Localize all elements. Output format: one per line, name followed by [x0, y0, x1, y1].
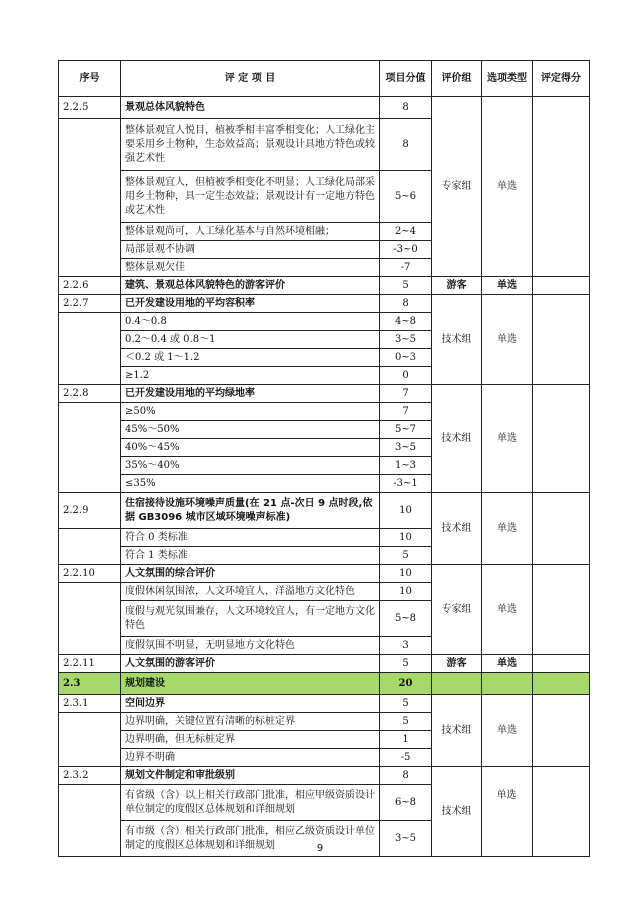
- row-item: 40%～45%: [121, 439, 380, 457]
- table-row: [59, 767, 590, 785]
- row-result: [533, 277, 590, 295]
- row-score: 7: [380, 403, 432, 421]
- row-item: 空间边界: [121, 695, 380, 713]
- row-code: 2.3: [59, 673, 121, 695]
- row-group: 技术组: [432, 695, 482, 767]
- section-row: [59, 673, 590, 695]
- header-type: 选项类型: [482, 61, 533, 97]
- row-item: 边界不明确: [121, 749, 380, 767]
- row-code-empty: [59, 713, 121, 767]
- row-score: 8: [380, 119, 432, 171]
- header-group: 评价组: [432, 61, 482, 97]
- row-score: 2~4: [380, 223, 432, 241]
- row-item: 整体景观欠佳: [121, 259, 380, 277]
- row-type: 单选: [482, 385, 533, 493]
- row-type: 单选: [482, 295, 533, 385]
- row-score: 3: [380, 637, 432, 655]
- row-item: 整体景观宜人，但植被季相变化不明显；人工绿化局部采用乡土物种，具一定生态效益；景观设计有一定地方特色或艺术性: [121, 171, 380, 223]
- row-item: 35%～40%: [121, 457, 380, 475]
- row-score: 1~3: [380, 457, 432, 475]
- row-score: 5: [380, 655, 432, 673]
- row-item: 符合 1 类标准: [121, 547, 380, 565]
- row-item: ≤35%: [121, 475, 380, 493]
- row-result: [533, 565, 590, 655]
- row-result: [533, 695, 590, 767]
- row-code: 2.3.2: [59, 767, 121, 785]
- table-row: [59, 655, 590, 673]
- row-item: 已开发建设用地的平均容积率: [121, 295, 380, 313]
- row-type: 单选: [482, 493, 533, 565]
- row-item: 建筑、景观总体风貌特色的游客评价: [121, 277, 380, 295]
- row-score: -3~0: [380, 241, 432, 259]
- row-score: 5~7: [380, 421, 432, 439]
- row-item: 整体景观宜人悦目，植被季相丰富季相变化；人工绿化主要采用乡土物种，生态效益高；景观设计具地方特色或较强艺术性: [121, 119, 380, 171]
- row-result: [533, 655, 590, 673]
- row-group: 游客: [432, 277, 482, 295]
- row-score: 6~8: [380, 785, 432, 821]
- row-score: 10: [380, 583, 432, 601]
- table-row: [59, 385, 590, 403]
- row-score: 5~8: [380, 601, 432, 637]
- row-item: 0.4～0.8: [121, 313, 380, 331]
- row-type: 单选: [482, 277, 533, 295]
- row-item: 人文氛围的综合评价: [121, 565, 380, 583]
- table-row: [59, 493, 590, 529]
- table-row: [59, 97, 590, 119]
- row-score: 3~5: [380, 331, 432, 349]
- row-score: 1: [380, 731, 432, 749]
- row-group: 游客: [432, 655, 482, 673]
- row-item: ＜0.2 或 1～1.2: [121, 349, 380, 367]
- row-type: 单选: [482, 565, 533, 655]
- row-result: [533, 493, 590, 565]
- row-item: 0.2～0.4 或 0.8～1: [121, 331, 380, 349]
- table-row: [59, 695, 590, 713]
- row-item: 度假休闲氛围浓，人文环境宜人，洋溢地方文化特色: [121, 583, 380, 601]
- row-item: 度假与观光氛围兼存，人文环境较宜人，有一定地方文化特色: [121, 601, 380, 637]
- header-item: 评 定 项 目: [121, 61, 380, 97]
- row-score: 5~6: [380, 171, 432, 223]
- row-item: 边界明确，关键位置有清晰的标桩定界: [121, 713, 380, 731]
- row-score: 4~8: [380, 313, 432, 331]
- row-type: 单选: [482, 695, 533, 767]
- row-score: 8: [380, 97, 432, 119]
- row-result: [533, 385, 590, 493]
- header-code: 序号: [59, 61, 121, 97]
- row-group: 技术组: [432, 493, 482, 565]
- row-item: ≥50%: [121, 403, 380, 421]
- row-score: -3~1: [380, 475, 432, 493]
- row-score: 7: [380, 385, 432, 403]
- table-row: [59, 277, 590, 295]
- row-score: 3~5: [380, 439, 432, 457]
- row-score: 10: [380, 493, 432, 529]
- row-item: 整体景观尚可，人工绿化基本与自然环境相融；: [121, 223, 380, 241]
- table-row: [59, 565, 590, 583]
- row-code: 2.2.9: [59, 493, 121, 529]
- row-item: 边界明确，但无标桩定界: [121, 731, 380, 749]
- evaluation-table: [58, 60, 590, 857]
- row-score: 5: [380, 695, 432, 713]
- row-group: [432, 673, 482, 695]
- row-type: 单选: [482, 655, 533, 673]
- table-row: [59, 295, 590, 313]
- row-group: 专家组: [432, 97, 482, 277]
- row-score: 10: [380, 565, 432, 583]
- row-code: 2.2.8: [59, 385, 121, 403]
- header-result: 评定得分: [533, 61, 590, 97]
- header-score: 项目分值: [380, 61, 432, 97]
- row-item: 有市级（含）相关行政部门批准，相应乙级资质设计单位制定的度假区总体规划和详细规划: [121, 821, 380, 857]
- row-group: 专家组: [432, 565, 482, 655]
- row-score: 5: [380, 713, 432, 731]
- row-code: 2.2.11: [59, 655, 121, 673]
- row-item: 45%～50%: [121, 421, 380, 439]
- row-item: 有省级（含）以上相关行政部门批准，相应甲级资质设计单位制定的度假区总体规划和详细规划: [121, 785, 380, 821]
- row-score: 5: [380, 277, 432, 295]
- row-item: 已开发建设用地的平均绿地率: [121, 385, 380, 403]
- row-code: 2.2.7: [59, 295, 121, 313]
- row-score: 8: [380, 295, 432, 313]
- row-code: 2.3.1: [59, 695, 121, 713]
- row-item: 规划文件制定和审批级别: [121, 767, 380, 785]
- page-number: 9: [316, 843, 324, 854]
- row-group: 技术组: [432, 385, 482, 493]
- row-score: 0~3: [380, 349, 432, 367]
- row-item: 符合 0 类标准: [121, 529, 380, 547]
- row-type: 单选: [482, 97, 533, 277]
- row-score: 5: [380, 547, 432, 565]
- row-code: 2.2.6: [59, 277, 121, 295]
- row-item: ≥1.2: [121, 367, 380, 385]
- row-type: [482, 673, 533, 695]
- row-result: [533, 295, 590, 385]
- row-code: 2.2.5: [59, 97, 121, 119]
- table-header-row: [59, 61, 590, 97]
- row-score: 3~5: [380, 821, 432, 857]
- row-item: 局部景观不协调: [121, 241, 380, 259]
- row-code-empty: [59, 119, 121, 277]
- row-item: 规划建设: [121, 673, 380, 695]
- row-item: 景观总体风貌特色: [121, 97, 380, 119]
- row-code-empty: [59, 313, 121, 385]
- row-item: 人文氛围的游客评价: [121, 655, 380, 673]
- row-score: -7: [380, 259, 432, 277]
- row-item: 度假氛围不明显，无明显地方文化特色: [121, 637, 380, 655]
- row-score: 20: [380, 673, 432, 695]
- row-result: [533, 673, 590, 695]
- row-code-empty: [59, 403, 121, 493]
- row-group: 技术组: [432, 767, 482, 857]
- row-item: 住宿接待设施环境噪声质量(在 21 点-次日 9 点时段,依据 GB3096 城市区域环境噪声标准): [121, 493, 380, 529]
- row-score: -5: [380, 749, 432, 767]
- row-code-empty: [59, 529, 121, 565]
- row-score: 0: [380, 367, 432, 385]
- type-2-3-2: 单选: [496, 790, 517, 801]
- row-result: [533, 97, 590, 277]
- row-code: 2.2.10: [59, 565, 121, 583]
- row-score: 8: [380, 767, 432, 785]
- row-code-empty: [59, 583, 121, 655]
- row-score: 10: [380, 529, 432, 547]
- row-group: 技术组: [432, 295, 482, 385]
